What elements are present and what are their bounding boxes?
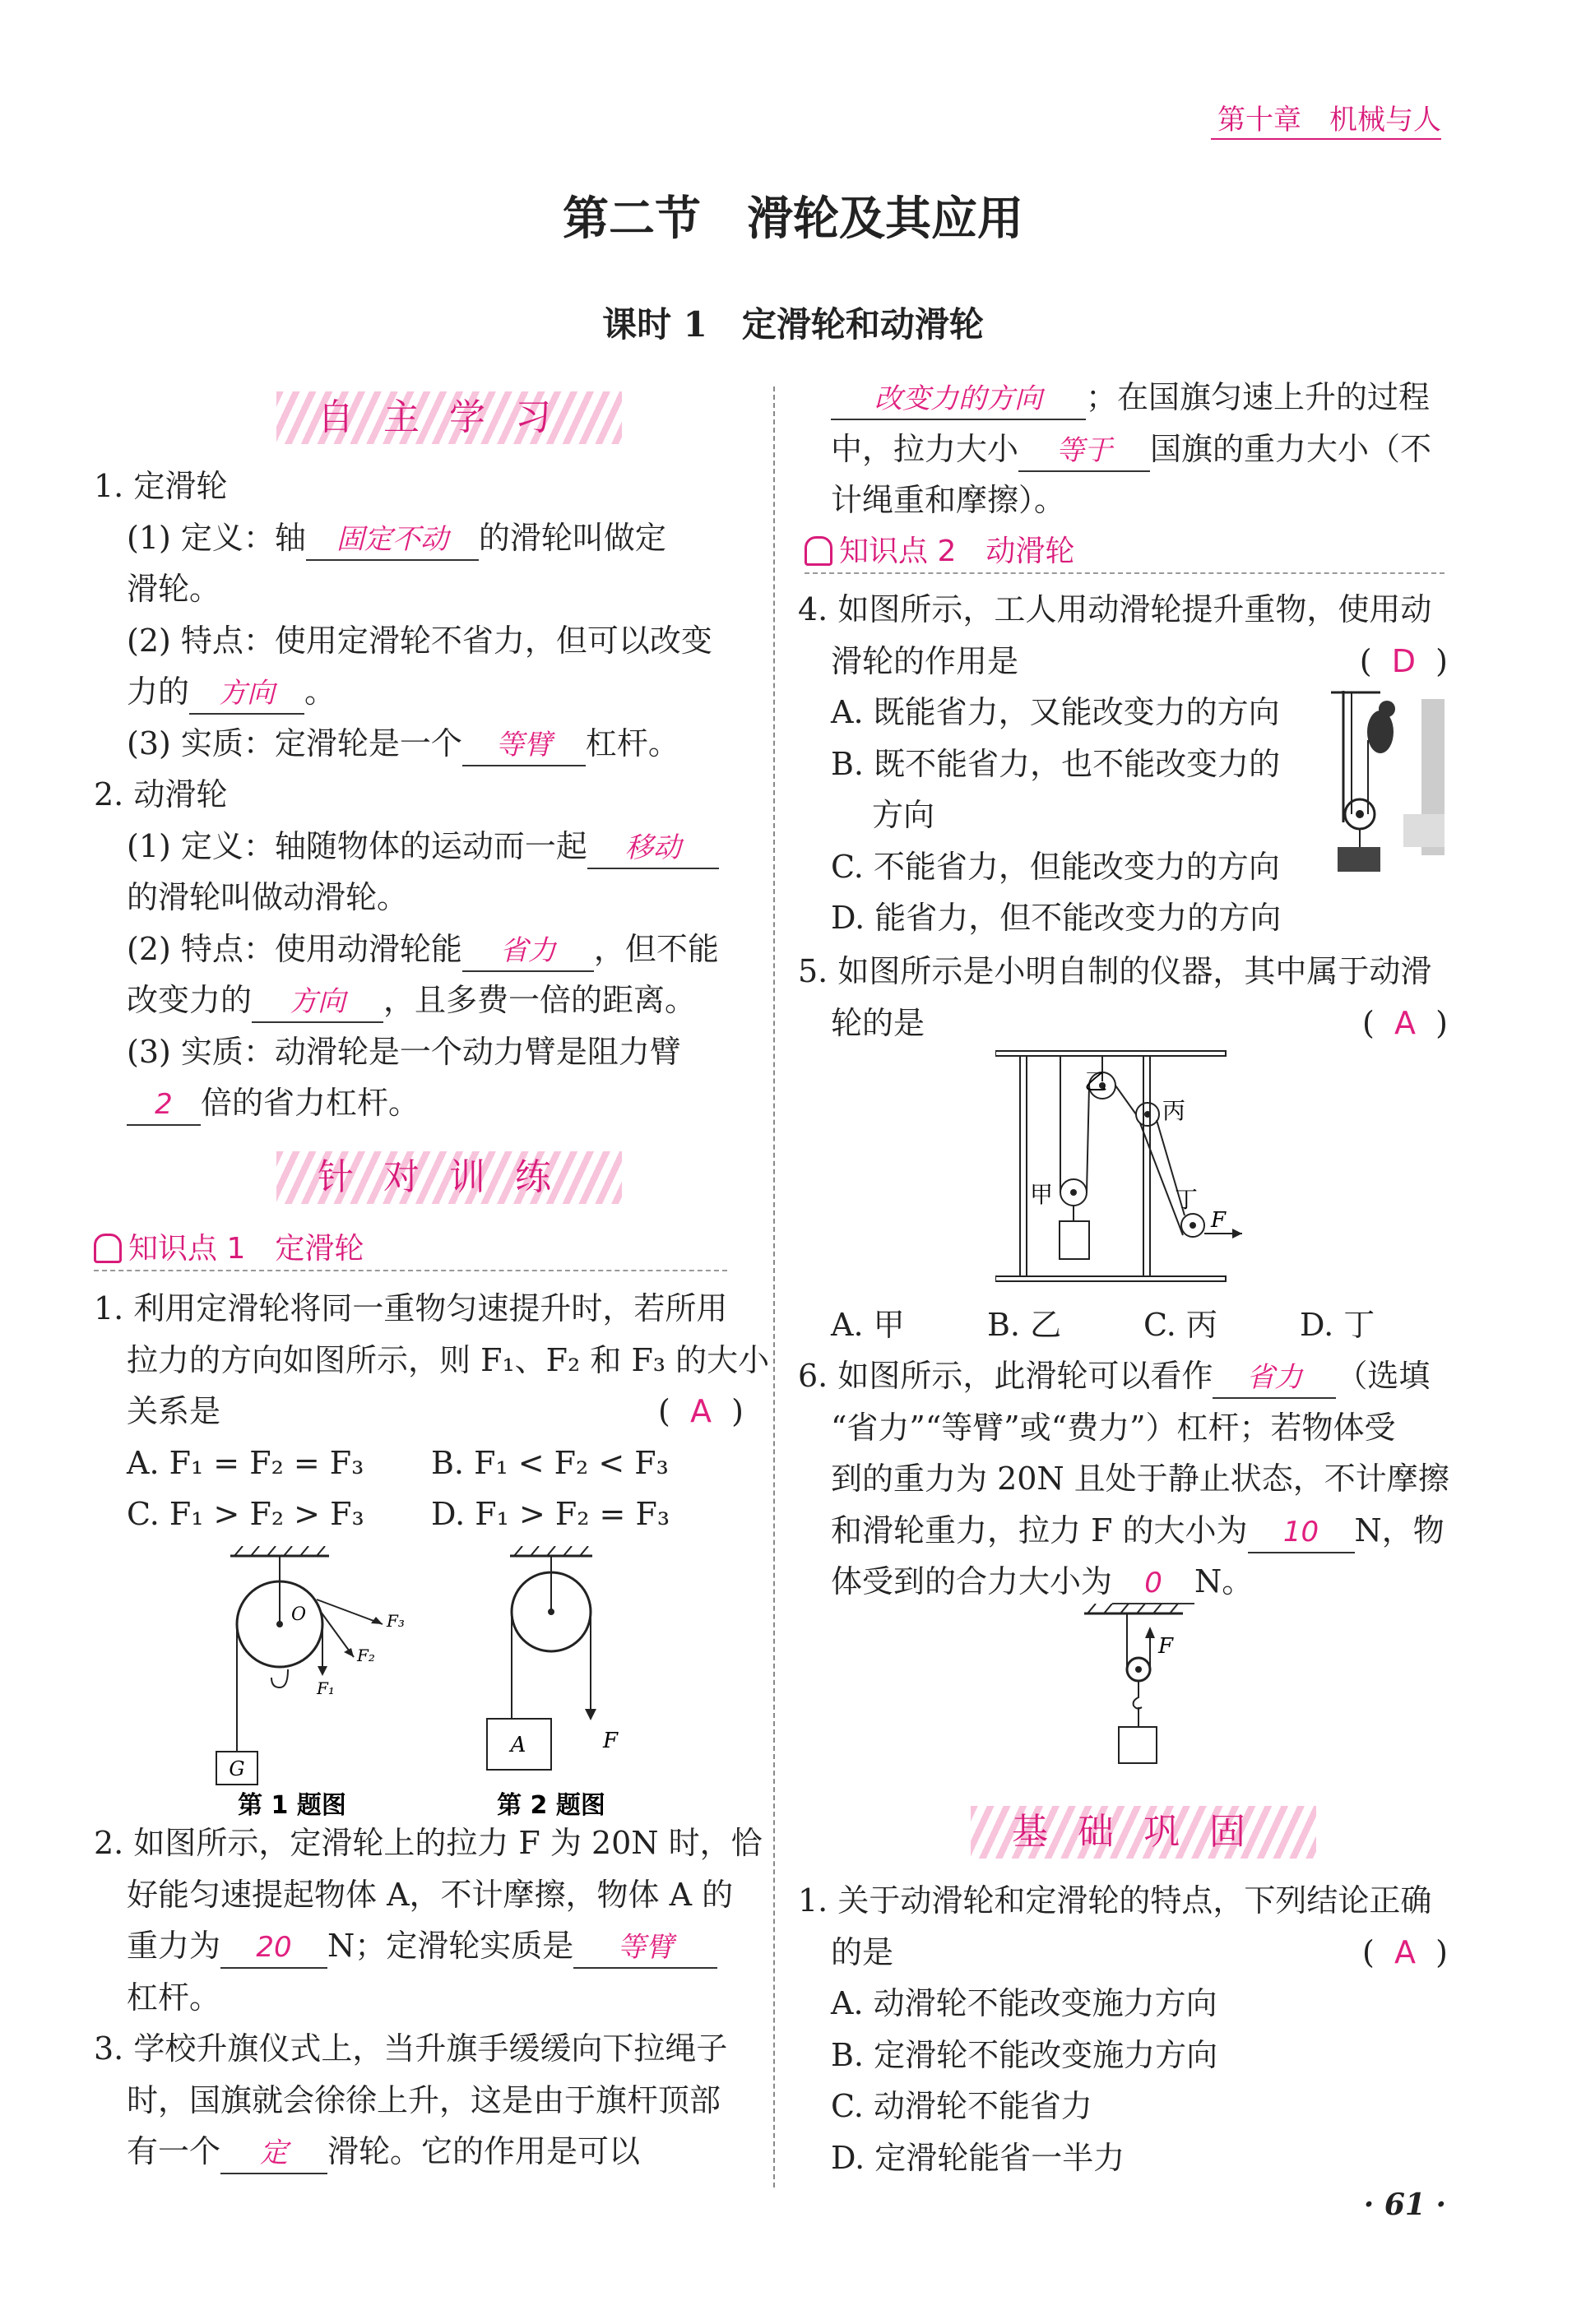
weight-label: G [229, 1757, 245, 1780]
q1-line: 关系是 ( A ) [127, 1393, 744, 1429]
q1-option-c: C. F₁ > F₂ > F₃ [127, 1496, 364, 1532]
b1-option-b: B. 定滑轮不能改变施力方向 [831, 2036, 1218, 2073]
q2-line: 2. 如图所示，定滑轮上的拉力 F 为 20N 时，恰 [94, 1825, 763, 1861]
fixed-feat-cont: 力的 方向 。 [94, 666, 744, 718]
q3-line: 中，拉力大小 等于 国旗的重力大小（不 [831, 424, 1472, 475]
force-f2-label: F₂ [357, 1646, 375, 1665]
b1-answer: A [1394, 1933, 1417, 1970]
q3-line: 有一个 定 滑轮。它的作用是可以 [94, 2126, 744, 2178]
header-underline [1211, 138, 1441, 140]
q5-option-a: A. 甲 [831, 1307, 905, 1343]
b1-option-c: C. 动滑轮不能省力 [831, 2088, 1092, 2124]
figure-2 [487, 1546, 619, 1817]
q1-answer: A [690, 1393, 712, 1429]
q6-line: 到的重力为 20N 且处于静止状态，不计摩擦 [831, 1461, 1449, 1497]
answer-blank: 2 [127, 1085, 201, 1126]
answer-blank: 省力 [462, 931, 594, 972]
chapter-header: 第十章 机械与人 [1217, 104, 1441, 137]
q3-line: 计绳重和摩擦）。 [831, 482, 1066, 518]
q5-figure [995, 1044, 1242, 1291]
figures-1-2 [189, 1546, 650, 1817]
self-study-content [94, 461, 744, 1129]
q2-line: 好能匀速提起物体 A，不计摩擦，物体 A 的 [127, 1876, 734, 1913]
figure-1-caption: 第 1 题图 [238, 1791, 346, 1817]
question-3-continued [831, 372, 1472, 526]
q4-option-b: B. 既不能省力，也不能改变力的 [831, 745, 1281, 782]
q1-option-d: D. F₁ > F₂ = F₃ [431, 1496, 670, 1532]
q4-line: 4. 如图所示，工人用动滑轮提升重物，使用动 [798, 591, 1432, 627]
q1-options-cd [94, 1488, 744, 1540]
answer-blank: 方向 [252, 982, 383, 1023]
b1-option-a: A. 动滑轮不能改变施力方向 [831, 1985, 1217, 2021]
q3-line: 时，国旗就会徐徐上升，这是由于旗杆顶部 [127, 2081, 721, 2118]
mov-def-line: (1) 定义：轴随物体的运动而一起 移动 [94, 821, 744, 873]
knowledge-point-2: 知识点 2 动滑轮 [805, 531, 1445, 574]
q6-line: 和滑轮重力，拉力 F 的大小为 10 N，物 [798, 1505, 1448, 1557]
q1-line: 拉力的方向如图所示，则 F₁、F₂ 和 F₃ 的大小 [127, 1341, 770, 1378]
force-f1-label: F₁ [317, 1678, 335, 1698]
question-2 [94, 1817, 763, 2023]
answer-blank: 改变力的方向 [831, 379, 1086, 420]
b1-line: 的是 ( A ) [831, 1933, 1448, 1970]
q6-figure [1078, 1604, 1193, 1776]
pulley-bing-label: 丙 [1162, 1097, 1186, 1124]
q5-option-c: C. 丙 [1143, 1307, 1217, 1343]
answer-blank: 10 [1248, 1512, 1355, 1553]
q4-option-a: A. 既能省力，又能改变力的方向 [831, 694, 1280, 730]
fixed-feat-line: (2) 特点：使用定滑轮不省力，但可以改变 [127, 622, 712, 659]
q4-option-d: D. 能省力，但不能改变力的方向 [831, 900, 1282, 936]
answer-blank: 等臂 [573, 1928, 717, 1969]
bell-icon [94, 1234, 122, 1263]
fixed-pulley-heading: 1. 定滑轮 [94, 468, 228, 504]
page-number: · 61 · [1363, 2187, 1446, 2222]
pulley-jia-label: 甲 [1030, 1181, 1054, 1208]
q4-line: 滑轮的作用是 ( D ) [831, 642, 1448, 679]
q4-figure [1331, 691, 1446, 888]
targeted-training-banner: 针对训练 [276, 1151, 622, 1204]
column-divider [773, 387, 777, 2187]
force-f3-label: F₃ [387, 1611, 405, 1631]
q5-line: 5. 如图所示是小明自制的仪器，其中属于动滑 [798, 953, 1432, 989]
force-f-label: F [1158, 1634, 1174, 1659]
q3-line: 3. 学校升旗仪式上，当升旗手缓缓向下拉绳子 [94, 2030, 728, 2067]
answer-blank: 0 [1112, 1563, 1194, 1604]
question-5 [798, 946, 1448, 1049]
lesson-title: 课时 1 定滑轮和动滑轮 [602, 304, 984, 345]
knowledge-point-1: 知识点 1 定滑轮 [94, 1229, 727, 1271]
figure-2-caption: 第 2 题图 [497, 1791, 605, 1817]
question-1 [94, 1283, 770, 1540]
movable-pulley-heading: 2. 动滑轮 [94, 776, 228, 812]
q5-option-b: B. 乙 [987, 1307, 1062, 1343]
figure-1 [216, 1546, 405, 1817]
mov-ess-line: (3) 实质：动滑轮是一个动力臂是阻力臂 [127, 1033, 681, 1070]
basic-consolidation-banner: 基础巩固 [971, 1806, 1316, 1859]
answer-blank: 省力 [1213, 1358, 1336, 1399]
answer-blank: 移动 [587, 828, 719, 869]
answer-blank: 定 [220, 2133, 327, 2174]
q5-options [798, 1299, 1448, 1351]
q5-option-d: D. 丁 [1300, 1307, 1375, 1343]
q1-line: 1. 利用定滑轮将同一重物匀速提升时，若所用 [94, 1290, 728, 1326]
basic-question-1 [798, 1875, 1448, 2183]
q1-option-b: B. F₁ < F₂ < F₃ [431, 1444, 669, 1481]
mov-feat-cont: 改变力的 方向 ，且多费一倍的距离。 [94, 975, 744, 1026]
answer-blank: 固定不动 [306, 520, 479, 561]
force-f-label: F [1211, 1208, 1227, 1233]
question-5-options [798, 1299, 1448, 1351]
answer-blank: 方向 [189, 674, 304, 715]
question-3 [94, 2023, 744, 2178]
mov-ess-cont: 2 倍的省力杠杆。 [94, 1077, 744, 1129]
answer-blank: 等于 [1018, 431, 1150, 472]
section-title: 第二节 滑轮及其应用 [563, 192, 1023, 246]
b1-line: 1. 关于动滑轮和定滑轮的特点，下列结论正确 [798, 1882, 1432, 1919]
force-f-label: F [603, 1729, 619, 1753]
axle-label: O [291, 1604, 307, 1625]
fixed-def-line: (1) 定义：轴 固定不动 的滑轮叫做定 [94, 512, 744, 564]
mov-feat-line: (2) 特点：使用动滑轮能 省力 ，但不能 [94, 924, 744, 975]
q2-line: 重力为 20 N；定滑轮实质是 等臂 [94, 1920, 744, 1972]
mov-def-cont: 的滑轮叫做动滑轮。 [127, 879, 409, 915]
fixed-def-cont: 滑轮。 [127, 571, 221, 607]
q1-option-a: A. F₁ = F₂ = F₃ [127, 1444, 364, 1481]
pulley-yi-label: 乙 [1084, 1068, 1108, 1095]
q4-option-b-cont: 方向 [872, 797, 935, 833]
answer-blank: 20 [220, 1928, 327, 1969]
self-study-banner: 自主学习 [276, 391, 622, 444]
q2-line: 杠杆。 [127, 1979, 221, 2016]
fixed-ess-line: (3) 实质：定滑轮是一个 等臂 杠杆。 [94, 718, 744, 770]
q4-answer: D [1391, 642, 1417, 679]
q6-line: “省力”“等臂”或“费力”）杠杆；若物体受 [831, 1409, 1396, 1446]
q6-line: 6. 如图所示，此滑轮可以看作 省力 （选填 [798, 1350, 1448, 1402]
b1-option-d: D. 定滑轮能省一半力 [831, 2139, 1125, 2176]
object-a-label: A [510, 1733, 526, 1757]
q1-options-ab [94, 1437, 744, 1489]
answer-blank: 等臂 [462, 725, 586, 766]
q3-line: 改变力的方向 ；在国旗匀速上升的过程 [831, 372, 1472, 424]
q5-answer: A [1394, 1004, 1417, 1041]
bell-icon [805, 536, 832, 566]
question-6 [798, 1350, 1448, 1608]
pulley-ding-label: 丁 [1175, 1186, 1199, 1213]
q6-line: 体受到的合力大小为 0 N。 [798, 1556, 1448, 1608]
q4-option-c: C. 不能省力，但能改变力的方向 [831, 848, 1280, 885]
q5-line: 轮的是 ( A ) [831, 1004, 1448, 1041]
